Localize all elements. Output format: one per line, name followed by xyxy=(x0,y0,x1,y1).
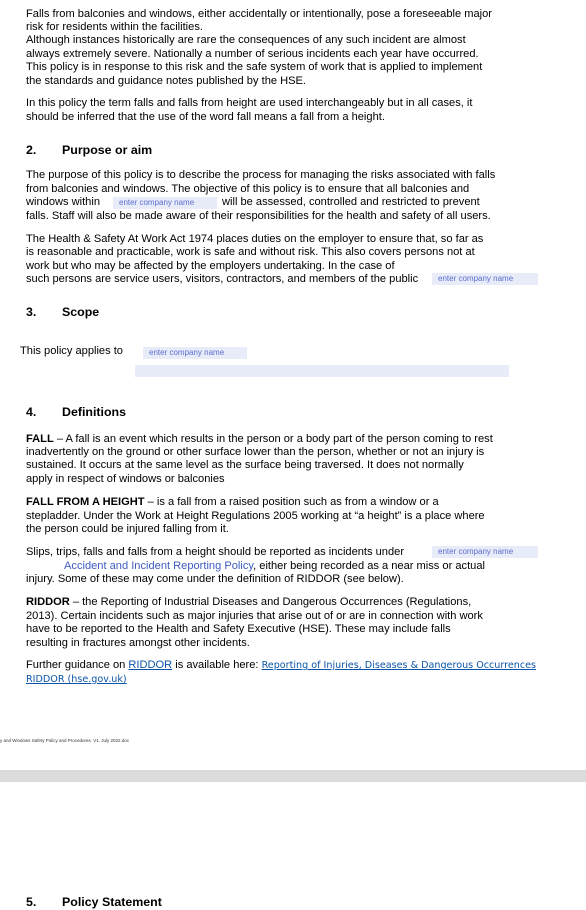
intro-para2-line-2: should be inferred that the use of the word fall means a fall from a height. xyxy=(26,111,385,123)
section-2-heading xyxy=(26,143,152,157)
company-name-field-2[interactable]: enter company name xyxy=(432,273,538,285)
section-3-heading xyxy=(26,305,99,319)
page-break-edge xyxy=(0,770,586,772)
s2-p1-line-2: from balconies and windows. The objective of this policy is to ensure that all balconies and xyxy=(26,183,470,195)
riddor-link[interactable]: RIDDOR xyxy=(128,659,173,671)
section-4-number: 4. xyxy=(26,405,37,419)
further-guidance-line-2 xyxy=(26,673,127,686)
intro-line-3: Although instances historically are rare the consequences of any such incident are almost xyxy=(26,34,466,46)
def-riddor-term: RIDDOR xyxy=(26,596,70,608)
document-page-2 xyxy=(0,782,586,910)
def-riddor-line-2: 2013). Certain incidents such as major injuries that arise out of or are in connection with work xyxy=(26,610,483,622)
slips-line-1: Slips, trips, falls and falls from a height should be reported as incidents under xyxy=(26,546,405,558)
def-ffh-line-1 xyxy=(26,496,439,509)
intro-para2-line-1: In this policy the term falls and falls from height are used interchangeably but in all cases, it xyxy=(26,97,473,109)
further-guidance-line-1 xyxy=(26,659,536,672)
def-fall-line-1 xyxy=(26,433,493,446)
section-4-heading xyxy=(26,405,126,419)
section-5-heading xyxy=(26,895,162,909)
s2-p2-line-1: The Health & Safety At Work Act 1974 places duties on the employer to ensure that, so far as xyxy=(26,233,484,245)
s2-p1-line-1: The purpose of this policy is to describe the process for managing the risks associated with falls xyxy=(26,169,496,181)
s2-p1-line-3b: will be assessed, controlled and restricted to prevent xyxy=(222,196,480,208)
def-fall-line-4: apply in respect of windows or balconies xyxy=(26,473,225,485)
document-footer: y and Windows Safety Policy and Procedures. V1. July 2022.doc xyxy=(0,738,130,743)
slips-line-2-rest: , either being recorded as a near miss or actual xyxy=(253,560,485,572)
section-5-number: 5. xyxy=(26,895,37,909)
company-name-field-1[interactable]: enter company name xyxy=(113,197,217,209)
intro-line-4: always extremely severe. Nationally a number of serious incidents each year have occurred. xyxy=(26,48,479,60)
section-5-title: Policy Statement xyxy=(62,895,162,909)
def-fall-term: FALL xyxy=(26,433,54,445)
def-fall-text: – A fall is an event which results in the person or a body part of the person coming to rest xyxy=(53,433,493,445)
def-ffh-line-3: the person could be injured falling from it. xyxy=(26,523,229,535)
def-riddor-text: – the Reporting of Industrial Diseases and Dangerous Occurrences (Regulations, xyxy=(69,596,472,608)
s2-p2-line-3: work but who may be affected by the employers undertaking. In the case of xyxy=(26,260,395,272)
intro-line-6: the standards and guidance notes published by the HSE. xyxy=(26,75,307,87)
hse-riddor-link-line-1[interactable]: Reporting of Injuries, Diseases & Dangerous Occurrences xyxy=(261,660,537,671)
s2-p1-line-4: falls. Staff will also be made aware of their responsibilities for the health and safety of all users. xyxy=(26,210,491,222)
intro-line-5: This policy is in response to this risk and the safe system of work that is applied to implement xyxy=(26,61,483,73)
def-ffh-term: FALL FROM A HEIGHT xyxy=(26,496,145,508)
company-name-field-3[interactable]: enter company name xyxy=(143,347,247,359)
hse-riddor-link-line-2[interactable]: RIDDOR (hse.gov.uk) xyxy=(26,674,127,685)
section-4-title: Definitions xyxy=(62,405,127,419)
intro-line-1: Falls from balconies and windows, either accidentally or intentionally, pose a foreseeable major xyxy=(26,8,492,20)
slips-line-3: injury. Some of these may come under the definition of RIDDOR (see below). xyxy=(26,573,404,585)
scope-blank-field[interactable] xyxy=(135,365,509,377)
accident-policy-link[interactable]: Accident and Incident Reporting Policy xyxy=(64,560,254,572)
slips-line-2 xyxy=(64,560,485,573)
s2-p1-line-3a: windows within xyxy=(26,196,100,208)
def-ffh-line-2: stepladder. Under the Work at Height Regulations 2005 working at “a height” is a place where xyxy=(26,510,485,522)
scope-text: This policy applies to xyxy=(20,345,123,357)
def-ffh-text: – is a fall from a raised position such as from a window or a xyxy=(144,496,439,508)
intro-line-2: risk for residents within the facilities. xyxy=(26,21,203,33)
further-text-a: Further guidance on xyxy=(26,659,129,671)
def-riddor-line-3: have to be reported to the Health and Safety Executive (HSE). These may include falls xyxy=(26,623,451,635)
def-fall-line-3: sustained. It occurs at the same level as the surface being traversed. It does not normally xyxy=(26,459,464,471)
company-name-field-4[interactable]: enter company name xyxy=(432,546,538,558)
section-3-title: Scope xyxy=(62,305,100,319)
def-fall-line-2: inadvertently on the ground or other surface lower than the person, whether or not an injury is xyxy=(26,446,485,458)
further-text-b: is available here: xyxy=(172,659,262,671)
s2-p2-line-4: such persons are service users, visitors, contractors, and members of the public xyxy=(26,273,419,285)
def-riddor-line-1 xyxy=(26,596,471,609)
section-3-number: 3. xyxy=(26,305,37,319)
section-2-title: Purpose or aim xyxy=(62,143,153,157)
section-2-number: 2. xyxy=(26,143,37,157)
def-riddor-line-4: resulting in fractures amongst other incidents. xyxy=(26,637,250,649)
s2-p2-line-2: is reasonable and practicable, work is safe and without risk. This also covers persons not at xyxy=(26,246,475,258)
